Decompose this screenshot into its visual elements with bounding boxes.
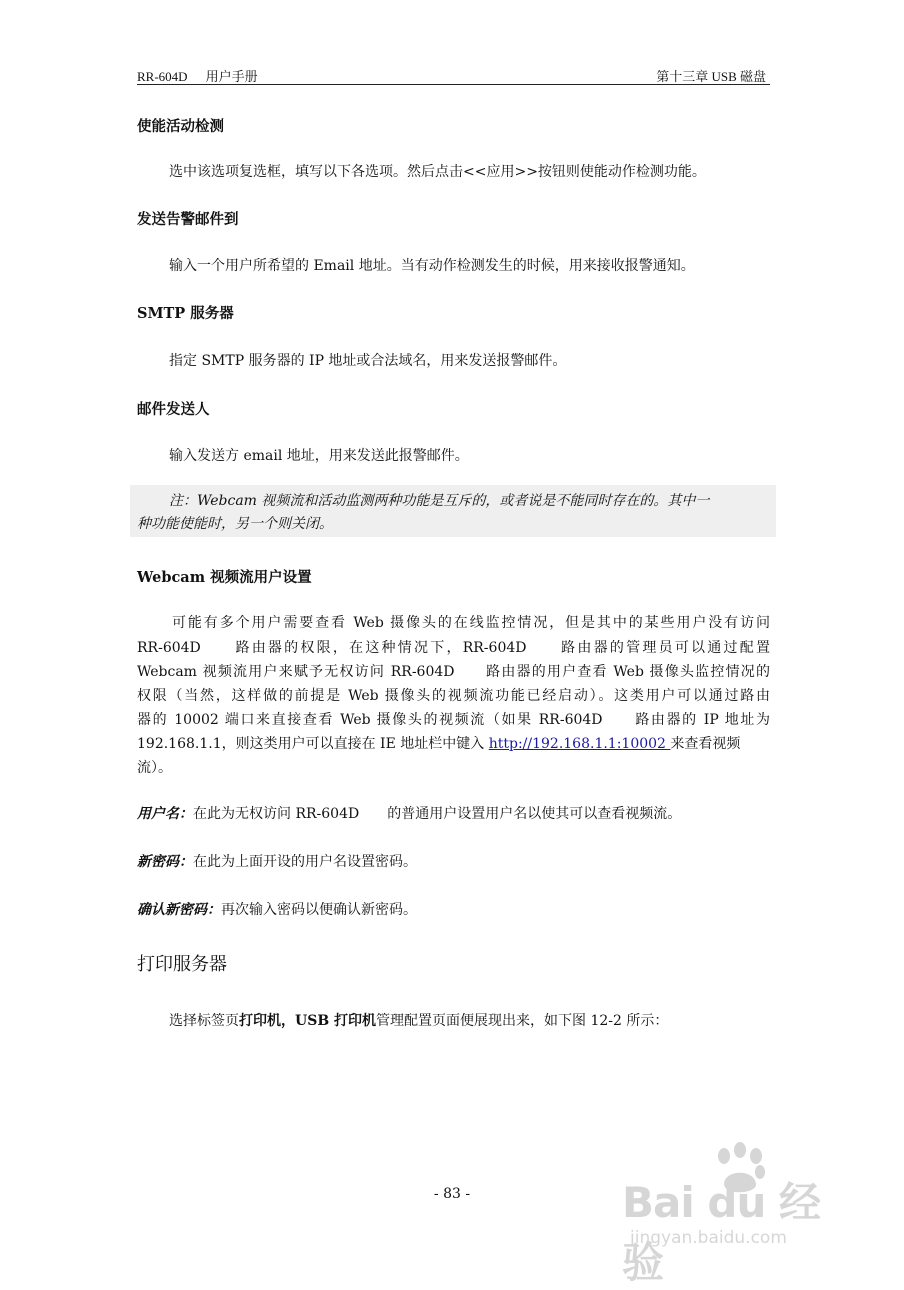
print-server-comma: ，: [281, 1013, 295, 1029]
header-model: RR-604D: [137, 69, 188, 84]
webcam-para-line-2: RR-604D 路由器的权限，在这种情况下，RR-604D 路由器的管理员可以通过配置: [137, 640, 770, 656]
note-line-1: 注：Webcam 视频流和活动监测两种功能是互斥的，或者说是不能同时存在的。其中一: [169, 493, 710, 509]
header-left: [137, 66, 258, 85]
print-server-text-2: 管理配置页面便展现出来，如下图 12-2 所示：: [376, 1013, 669, 1029]
field-new-password-desc: 在此为上面开设的用户名设置密码。: [193, 854, 417, 870]
desc-enable-motion: 选中该选项复选框，填写以下各选项。然后点击<<应用>>按钮则使能动作检测功能。: [169, 164, 706, 180]
print-server-usb-printer: USB 打印机: [295, 1013, 377, 1029]
field-new-password-label: 新密码：: [137, 854, 193, 870]
heading-sender: 邮件发送人: [137, 401, 210, 418]
webcam-para-line-1: 可能有多个用户需要查看 Web 摄像头的在线监控情况，但是其中的某些用户没有访问: [172, 615, 770, 631]
heading-webcam-users: Webcam 视频流用户设置: [137, 569, 312, 586]
webcam-para-line-3: Webcam 视频流用户来赋予无权访问 RR-604D 路由器的用户查看 Web 摄像头监控情况的: [137, 664, 770, 680]
field-confirm-password-desc: 再次输入密码以便确认新密码。: [221, 902, 417, 918]
heading-smtp: SMTP 服务器: [137, 305, 234, 322]
header-chapter: 第十三章 USB 磁盘: [656, 69, 766, 84]
header-manual: 用户手册: [205, 69, 258, 84]
heading-send-alert: 发送告警邮件到: [137, 211, 239, 228]
watermark-brand: Bai du 经验: [622, 1178, 820, 1287]
section-title-print-server: 打印服务器: [137, 954, 227, 975]
desc-smtp: 指定 SMTP 服务器的 IP 地址或合法域名，用来发送报警邮件。: [169, 353, 567, 369]
desc-sender: 输入发送方 email 地址，用来发送此报警邮件。: [169, 448, 469, 464]
watermark-url: jingyan.baidu.com: [630, 1228, 787, 1248]
page-header: [137, 62, 770, 85]
webcam-para-line-7: 流）。: [137, 760, 172, 776]
webcam-stream-link[interactable]: http://192.168.1.1:10002: [488, 736, 671, 752]
note-line-2: 种功能使能时，另一个则关闭。: [137, 516, 333, 532]
webcam-line-6-text: 192.168.1.1，则这类用户可以直接在 IE 地址栏中键入: [137, 736, 489, 752]
baidu-watermark: [622, 1140, 852, 1287]
field-new-password: [137, 851, 417, 871]
webcam-para-line-4: 权限（当然，这样做的前提是 Web 摄像头的视频流功能已经启动）。这类用户可以通过路由: [137, 688, 770, 704]
field-confirm-password-label: 确认新密码：: [137, 902, 221, 918]
field-username-desc: 在此为无权访问 RR-604D 的普通用户设置用户名以使其可以查看视频流。: [193, 806, 682, 822]
heading-enable-motion: 使能活动检测: [137, 118, 224, 135]
field-username-label: 用户名：: [137, 806, 193, 822]
field-username: [137, 803, 681, 823]
print-server-tab-printer: 打印机: [239, 1013, 281, 1029]
webcam-para-line-5: 器的 10002 端口来直接查看 Web 摄像头的视频流（如果 RR-604D 路由器的 IP 地址为: [137, 712, 770, 728]
desc-send-alert: 输入一个用户所希望的 Email 地址。当有动作检测发生的时候，用来接收报警通知。: [169, 258, 695, 274]
print-server-paragraph: [169, 1010, 668, 1030]
print-server-text-1: 选择标签页: [169, 1013, 239, 1029]
note-box: [130, 485, 776, 537]
page-number: - 83 -: [433, 1186, 471, 1202]
field-confirm-password: [137, 899, 417, 919]
webcam-line-6-after: 来查看视频: [670, 736, 741, 752]
webcam-para-line-6: [137, 733, 770, 753]
